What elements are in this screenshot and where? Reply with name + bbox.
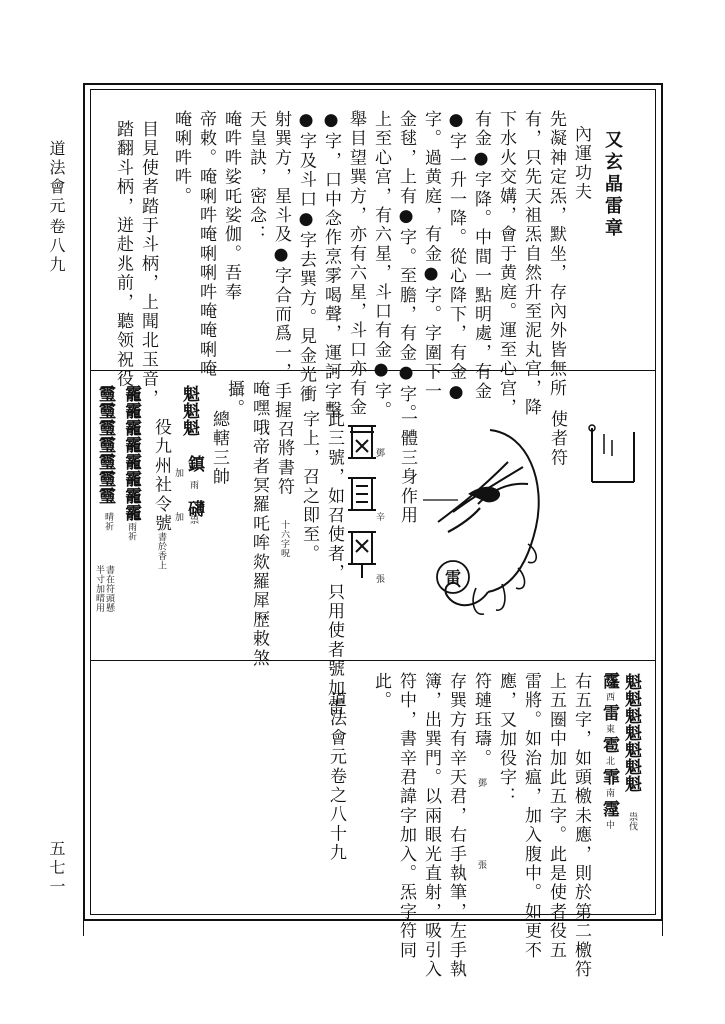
section3-line: 應，又加役字： <box>496 672 516 807</box>
section3-line: 符璉珏璹。 <box>471 672 491 768</box>
dir-label: 中 <box>604 820 614 830</box>
section3-line: 右五字，如頭檄未應，則於第二檄符 <box>571 672 591 980</box>
spell-line: 攝。 <box>224 380 244 419</box>
body-line: 金毬，上有●字。至膽，有金●字。 <box>396 110 416 424</box>
section1-heading: 內運功夫 <box>571 125 591 202</box>
margin-volume: 卷八九 <box>47 218 66 275</box>
section3-title-note: 祟伐 <box>627 812 637 831</box>
messenger-text: 字上，召之即至。 <box>299 410 319 564</box>
thunder-seal-icon <box>418 412 548 622</box>
body-line: 有，只先天祖炁自然升至泥丸宫，降 <box>521 110 541 418</box>
messenger-subtitle: 一體三身作用 <box>397 410 417 526</box>
commander-order: 役九州社令號 <box>151 418 171 534</box>
frame-foot-left <box>83 920 84 936</box>
name-xin: 辛 <box>374 512 384 522</box>
commander-order-note: 書於香上 <box>156 532 166 570</box>
dir-rune: 霳 <box>599 672 619 689</box>
commander-note: 加 <box>173 468 183 478</box>
messenger-talisman-icon <box>582 420 642 490</box>
chant-line: 唵吽吽娑吒娑伽。吾奉 <box>221 110 241 302</box>
sun-note: 晴祈 <box>103 512 113 531</box>
section3-line: 雷將。如治瘟，加入腹中。如更不 <box>521 672 541 960</box>
section3-line: 上五圈中加此五字。此是使者役五 <box>546 672 566 960</box>
section3-line: 符中，書辛君諱字加入。炁字符同 <box>396 672 416 960</box>
margin-book-title: 道法會元 <box>47 140 66 216</box>
body-line: 上至心宫，有六星，斗口有金●字。 <box>371 110 391 421</box>
body-line: 天皇訣，密念： <box>246 110 266 245</box>
commander-note: 雨 <box>188 480 198 490</box>
general-note: 十六字呪 <box>279 520 289 558</box>
three-names-glyph-icon <box>342 422 382 582</box>
section3-line: 存巽方有辛天君，右手執筆，左手執 <box>446 672 466 980</box>
name-deng: 鄧 <box>374 448 384 458</box>
section3-note: 鄧 <box>476 778 486 788</box>
section3-note: 張 <box>476 860 486 870</box>
rune-glyph: 礴 <box>184 500 204 517</box>
sun-note: 半寸加晴用 <box>94 565 104 613</box>
body-line: 射巽方，星斗及●字合而爲一，手握 <box>271 110 291 421</box>
seal-char: 雷 <box>444 568 462 587</box>
body-line: 字。過黄庭，有金●字。字圍下一 <box>421 110 441 401</box>
dir-label: 北 <box>604 756 614 766</box>
dir-label: 西 <box>604 692 614 702</box>
after-line: 目見使者踏于斗柄，上聞北玉音， <box>138 120 158 408</box>
dir-rune: 雷 <box>599 704 619 721</box>
margin-page-number: 五七一 <box>47 840 66 897</box>
rune-glyph: 鎮 <box>184 455 204 472</box>
body-line: ●字及斗口●字去巽方。見金光衝 <box>296 110 316 404</box>
name-zhang: 張 <box>374 574 384 584</box>
commander-note: 加 <box>173 512 183 522</box>
sun-note: 書在符頭懸 <box>104 565 114 613</box>
chant-line: 帝敕。唵唎吽唵唎唎吽唵唵唎唵 <box>196 110 216 379</box>
body-line: ●字，口中念作烹雺喝聲，運訶字擊 <box>321 110 341 421</box>
dir-rune: 雹 <box>599 736 619 753</box>
dir-label: 南 <box>604 788 614 798</box>
dir-label: 東 <box>604 724 614 734</box>
general-title: 召將書符 <box>274 420 294 497</box>
dir-rune: 霪 <box>599 800 619 817</box>
body-line: 下水火交媾，會于黄庭。運至心宫， <box>496 110 516 418</box>
rune-column: 靇靇靇靇靇靇靇靇 <box>121 385 141 521</box>
commander-title: 總轄三帥 <box>209 410 229 487</box>
section1-title: 又玄晶雷章 <box>602 130 623 240</box>
spell-line: 唵嘿哦帝者冥羅吒哞欻羅犀歷敕煞 <box>249 380 269 668</box>
body-line: ●字一升一降。從心降下，有金● <box>446 110 466 404</box>
rune-column: 魁魁魁 <box>179 385 199 436</box>
dir-rune: 霏 <box>599 768 619 785</box>
body-line: 舉目望巽方，亦有六星，斗口亦有金 <box>346 110 366 418</box>
messenger-label: 使者符 <box>547 410 567 468</box>
frame-foot-right <box>662 920 663 936</box>
body-line: 先凝神定炁，默坐，存內外皆無所 <box>546 110 566 398</box>
body-line: 有金●字降。中間一點明處，有金 <box>471 110 491 401</box>
messenger-text: 此三號，如召使者，只用使者號加雷 <box>324 410 344 718</box>
section3-end-title: 道法會元卷之八十九 <box>326 690 346 863</box>
commander-note: 祟 <box>188 515 198 525</box>
rune-column: 魁魁魁魁魁魁魁 <box>621 673 641 792</box>
section3-line: 此。 <box>371 672 391 711</box>
section3-line: 簿，出巽門。以兩眼光直射，吸引入 <box>421 672 441 980</box>
rain-note: 雨祈 <box>126 522 136 541</box>
section-divider-2 <box>90 660 656 661</box>
after-line: 踏翻斗柄，迸赴兆前，聽领祝役。 <box>113 120 133 408</box>
rune-column: 𩆜𩆜𩆜𩆜𩆜𩆜𩆜 <box>95 385 115 504</box>
chant-line: 唵唎吽吽。 <box>171 110 191 206</box>
